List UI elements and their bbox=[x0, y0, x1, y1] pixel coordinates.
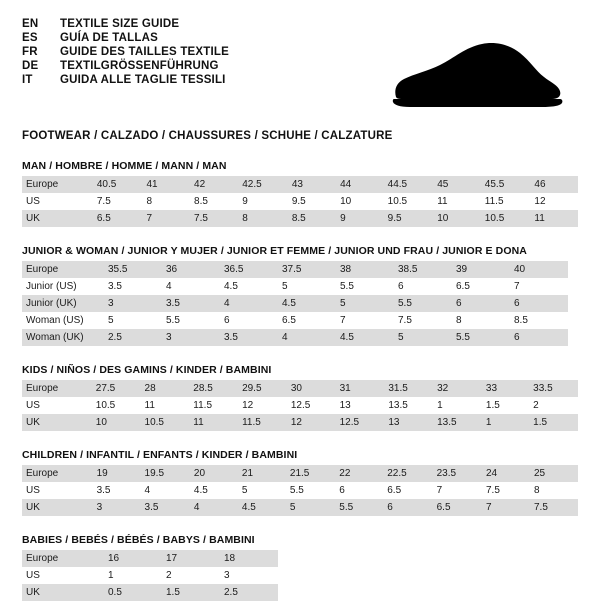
row-label: UK bbox=[22, 499, 93, 516]
cell: 2.5 bbox=[104, 329, 162, 346]
cell: 7 bbox=[482, 499, 530, 516]
table-row bbox=[22, 499, 578, 516]
cell: 46 bbox=[530, 176, 578, 193]
cell: 8 bbox=[530, 482, 578, 499]
cell: 12.5 bbox=[336, 414, 385, 431]
cell: 10.5 bbox=[141, 414, 190, 431]
section-man bbox=[22, 160, 578, 227]
cell: 17 bbox=[162, 550, 220, 567]
cell: 6.5 bbox=[383, 482, 432, 499]
cell: 40 bbox=[510, 261, 568, 278]
cell: 13 bbox=[384, 414, 433, 431]
cell: 3.5 bbox=[141, 499, 190, 516]
cell: 22 bbox=[335, 465, 383, 482]
size-table-man bbox=[22, 176, 578, 227]
cell: 4 bbox=[162, 278, 220, 295]
section-title: MAN / HOMBRE / HOMME / MANN / MAN bbox=[22, 160, 227, 172]
cell: 6 bbox=[452, 295, 510, 312]
language-title: GUIDE DES TAILLES TEXTILE bbox=[60, 46, 229, 58]
cell: 31 bbox=[336, 380, 385, 397]
cell: 42 bbox=[190, 176, 238, 193]
row-label: Europe bbox=[22, 550, 104, 567]
cell: 6.5 bbox=[433, 499, 482, 516]
cell: 4 bbox=[190, 499, 238, 516]
cell: 39 bbox=[452, 261, 510, 278]
cell: 10 bbox=[433, 210, 481, 227]
cell: 11 bbox=[189, 414, 238, 431]
header bbox=[22, 18, 578, 114]
table-row bbox=[22, 193, 578, 210]
cell: 19.5 bbox=[141, 465, 190, 482]
row-label: UK bbox=[22, 584, 104, 601]
table-row bbox=[22, 567, 278, 584]
cell: 12 bbox=[530, 193, 578, 210]
cell: 3 bbox=[220, 567, 278, 584]
cell: 11 bbox=[141, 397, 190, 414]
cell: 45.5 bbox=[481, 176, 531, 193]
cell: 5.5 bbox=[336, 278, 394, 295]
cell: 6 bbox=[510, 329, 568, 346]
cell: 7.5 bbox=[93, 193, 143, 210]
row-label: UK bbox=[22, 414, 92, 431]
cell: 10 bbox=[336, 193, 384, 210]
table-row bbox=[22, 482, 578, 499]
cell: 31.5 bbox=[384, 380, 433, 397]
cell: 30 bbox=[287, 380, 336, 397]
section-junior-woman bbox=[22, 245, 578, 346]
cell: 13 bbox=[336, 397, 385, 414]
section-babies bbox=[22, 534, 578, 601]
cell: 28 bbox=[141, 380, 190, 397]
size-table-kids bbox=[22, 380, 578, 431]
table-row bbox=[22, 414, 578, 431]
cell: 3.5 bbox=[104, 278, 162, 295]
language-title: TEXTILE SIZE GUIDE bbox=[60, 18, 180, 30]
cell: 6 bbox=[510, 295, 568, 312]
cell: 5.5 bbox=[335, 499, 383, 516]
row-label: Europe bbox=[22, 261, 104, 278]
cell: 11 bbox=[433, 193, 481, 210]
table-row bbox=[22, 176, 578, 193]
row-label: US bbox=[22, 567, 104, 584]
language-code: EN bbox=[22, 18, 39, 30]
cell: 38.5 bbox=[394, 261, 452, 278]
cell: 32 bbox=[433, 380, 482, 397]
cell: 9.5 bbox=[288, 193, 336, 210]
cell: 8.5 bbox=[288, 210, 336, 227]
row-label: UK bbox=[22, 210, 93, 227]
cell: 27.5 bbox=[92, 380, 141, 397]
cell: 21.5 bbox=[286, 465, 335, 482]
cell: 2 bbox=[162, 567, 220, 584]
cell: 3 bbox=[104, 295, 162, 312]
cell: 4 bbox=[141, 482, 190, 499]
cell: 3.5 bbox=[162, 295, 220, 312]
cell: 7 bbox=[433, 482, 482, 499]
language-title: GUIDA ALLE TAGLIE TESSILI bbox=[60, 74, 226, 86]
cell: 4 bbox=[278, 329, 336, 346]
language-row bbox=[22, 46, 229, 58]
cell: 8 bbox=[238, 210, 288, 227]
cell: 1 bbox=[104, 567, 162, 584]
table-row bbox=[22, 295, 568, 312]
cell: 4 bbox=[220, 295, 278, 312]
row-label: US bbox=[22, 193, 93, 210]
cell: 7.5 bbox=[394, 312, 452, 329]
language-title: TEXTILGRÖSSENFÜHRUNG bbox=[60, 60, 219, 72]
cell: 10.5 bbox=[92, 397, 141, 414]
cell: 28.5 bbox=[189, 380, 238, 397]
row-label: Woman (UK) bbox=[22, 329, 104, 346]
cell: 16 bbox=[104, 550, 162, 567]
cell: 5.5 bbox=[452, 329, 510, 346]
cell: 12.5 bbox=[287, 397, 336, 414]
cell: 8.5 bbox=[190, 193, 238, 210]
cell: 1.5 bbox=[529, 414, 578, 431]
table-row bbox=[22, 550, 278, 567]
row-label: Europe bbox=[22, 176, 93, 193]
cell: 8 bbox=[142, 193, 190, 210]
section-title: JUNIOR & WOMAN / JUNIOR Y MUJER / JUNIOR ET FEMME / JUNIOR UND FRAU / JUNIOR E DONA bbox=[22, 245, 527, 257]
table-row bbox=[22, 397, 578, 414]
cell: 3.5 bbox=[93, 482, 141, 499]
language-code: ES bbox=[22, 32, 38, 44]
cell: 37.5 bbox=[278, 261, 336, 278]
cell: 35.5 bbox=[104, 261, 162, 278]
cell: 2.5 bbox=[220, 584, 278, 601]
cell: 36 bbox=[162, 261, 220, 278]
cell: 7.5 bbox=[190, 210, 238, 227]
row-label: Europe bbox=[22, 380, 92, 397]
cell: 8 bbox=[452, 312, 510, 329]
language-title: GUÍA DE TALLAS bbox=[60, 32, 158, 44]
cell: 29.5 bbox=[238, 380, 287, 397]
cell: 5.5 bbox=[394, 295, 452, 312]
cell: 18 bbox=[220, 550, 278, 567]
cell: 44.5 bbox=[384, 176, 434, 193]
table-row bbox=[22, 210, 578, 227]
category-line: FOOTWEAR / CALZADO / CHAUSSURES / SCHUHE / CALZATURE bbox=[22, 130, 393, 142]
cell: 9 bbox=[336, 210, 384, 227]
cell: 7.5 bbox=[530, 499, 578, 516]
cell: 5 bbox=[394, 329, 452, 346]
cell: 4.5 bbox=[336, 329, 394, 346]
cell: 21 bbox=[238, 465, 286, 482]
size-table-junior-woman bbox=[22, 261, 568, 346]
cell: 36.5 bbox=[220, 261, 278, 278]
cell: 40.5 bbox=[93, 176, 143, 193]
cell: 1 bbox=[482, 414, 529, 431]
size-table-children bbox=[22, 465, 578, 516]
cell: 38 bbox=[336, 261, 394, 278]
cell: 6 bbox=[383, 499, 432, 516]
cell: 1 bbox=[433, 397, 482, 414]
row-label: US bbox=[22, 482, 93, 499]
cell: 0.5 bbox=[104, 584, 162, 601]
language-row bbox=[22, 74, 229, 86]
cell: 4.5 bbox=[278, 295, 336, 312]
section-title: BABIES / BEBÉS / BÉBÉS / BABYS / BAMBINI bbox=[22, 534, 255, 546]
cell: 9.5 bbox=[384, 210, 434, 227]
row-label: US bbox=[22, 397, 92, 414]
cell: 11.5 bbox=[481, 193, 531, 210]
cell: 7 bbox=[142, 210, 190, 227]
cell: 5 bbox=[286, 499, 335, 516]
cell: 25 bbox=[530, 465, 578, 482]
cell: 2 bbox=[529, 397, 578, 414]
cell: 7.5 bbox=[482, 482, 530, 499]
table-row bbox=[22, 380, 578, 397]
cell: 5.5 bbox=[286, 482, 335, 499]
cell: 20 bbox=[190, 465, 238, 482]
cell: 5 bbox=[238, 482, 286, 499]
cell: 33 bbox=[482, 380, 529, 397]
cell: 6.5 bbox=[93, 210, 143, 227]
table-row bbox=[22, 312, 568, 329]
cell: 33.5 bbox=[529, 380, 578, 397]
cell: 4.5 bbox=[220, 278, 278, 295]
cell: 6.5 bbox=[278, 312, 336, 329]
cell: 45 bbox=[433, 176, 481, 193]
section-title: KIDS / NIÑOS / DES GAMINS / KINDER / BAMBINI bbox=[22, 364, 272, 376]
cell: 43 bbox=[288, 176, 336, 193]
cell: 4.5 bbox=[238, 499, 286, 516]
cell: 4.5 bbox=[190, 482, 238, 499]
language-row bbox=[22, 18, 229, 30]
section-title: CHILDREN / INFANTIL / ENFANTS / KINDER / BAMBINI bbox=[22, 449, 298, 461]
cell: 19 bbox=[93, 465, 141, 482]
table-row bbox=[22, 329, 568, 346]
cell: 3 bbox=[162, 329, 220, 346]
cell: 10 bbox=[92, 414, 141, 431]
cell: 7 bbox=[510, 278, 568, 295]
cell: 13.5 bbox=[433, 414, 482, 431]
language-code: FR bbox=[22, 46, 38, 58]
cell: 1.5 bbox=[162, 584, 220, 601]
cell: 12 bbox=[287, 414, 336, 431]
section-kids bbox=[22, 364, 578, 431]
cell: 23.5 bbox=[433, 465, 482, 482]
cell: 5 bbox=[278, 278, 336, 295]
cell: 5 bbox=[104, 312, 162, 329]
dress-shoe-icon bbox=[374, 38, 574, 114]
language-code: DE bbox=[22, 60, 39, 72]
language-title-list bbox=[22, 18, 229, 86]
language-row bbox=[22, 32, 229, 44]
cell: 44 bbox=[336, 176, 384, 193]
section-children bbox=[22, 449, 578, 516]
cell: 11.5 bbox=[189, 397, 238, 414]
row-label: Europe bbox=[22, 465, 93, 482]
language-row bbox=[22, 60, 229, 72]
cell: 6 bbox=[220, 312, 278, 329]
row-label: Junior (UK) bbox=[22, 295, 104, 312]
cell: 10.5 bbox=[481, 210, 531, 227]
cell: 12 bbox=[238, 397, 287, 414]
row-label: Woman (US) bbox=[22, 312, 104, 329]
table-row bbox=[22, 278, 568, 295]
cell: 5.5 bbox=[162, 312, 220, 329]
table-row bbox=[22, 261, 568, 278]
cell: 7 bbox=[336, 312, 394, 329]
cell: 1.5 bbox=[482, 397, 529, 414]
cell: 13.5 bbox=[384, 397, 433, 414]
cell: 6 bbox=[394, 278, 452, 295]
language-code: IT bbox=[22, 74, 33, 86]
cell: 8.5 bbox=[510, 312, 568, 329]
cell: 22.5 bbox=[383, 465, 432, 482]
cell: 3.5 bbox=[220, 329, 278, 346]
cell: 10.5 bbox=[384, 193, 434, 210]
cell: 6.5 bbox=[452, 278, 510, 295]
cell: 11 bbox=[530, 210, 578, 227]
cell: 24 bbox=[482, 465, 530, 482]
cell: 3 bbox=[93, 499, 141, 516]
row-label: Junior (US) bbox=[22, 278, 104, 295]
size-table-babies bbox=[22, 550, 278, 601]
cell: 5 bbox=[336, 295, 394, 312]
cell: 11.5 bbox=[238, 414, 287, 431]
table-row bbox=[22, 584, 278, 601]
table-row bbox=[22, 465, 578, 482]
cell: 42.5 bbox=[238, 176, 288, 193]
cell: 9 bbox=[238, 193, 288, 210]
cell: 41 bbox=[142, 176, 190, 193]
cell: 6 bbox=[335, 482, 383, 499]
